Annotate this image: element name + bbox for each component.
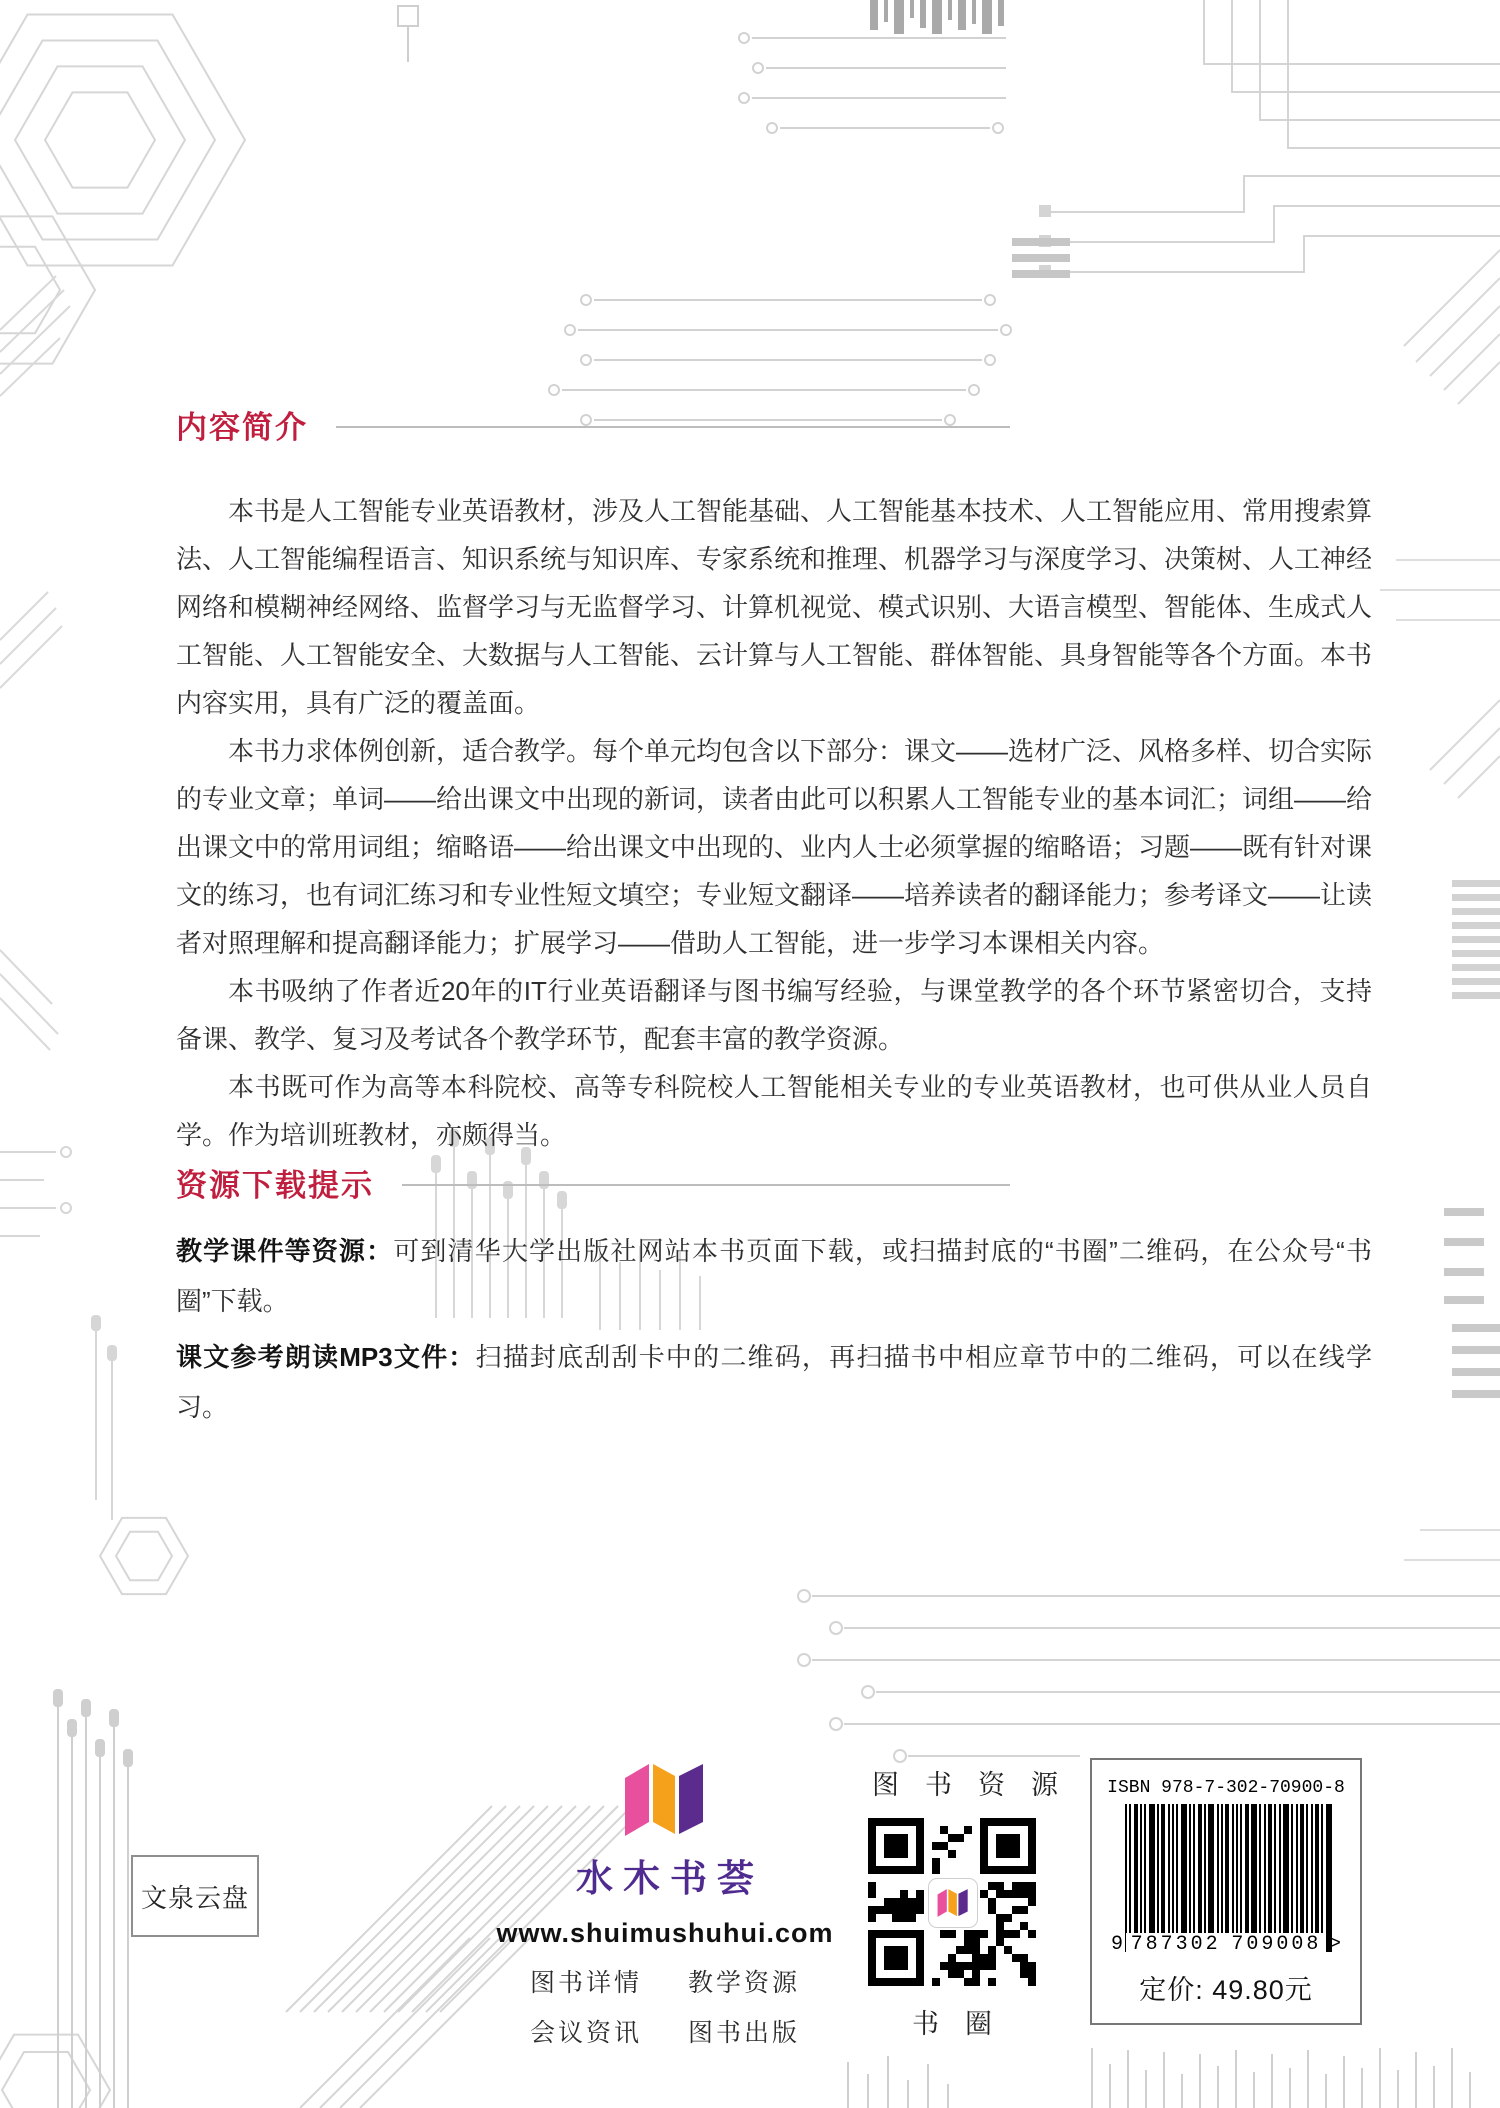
intro-paragraph-3: 本书吸纳了作者近20年的IT行业英语翻译与图书编写经验，与课堂教学的各个环节紧密切合，支持备课、教学、复习及考试各个教学环节，配套丰富的教学资源。	[176, 976, 1372, 1054]
qr-center-logo-icon	[928, 1878, 978, 1928]
qr-finder-icon	[868, 1930, 924, 1986]
qr-title: 图书资源	[872, 1770, 1084, 1800]
publisher-links-row	[470, 2013, 860, 2049]
section-heading-intro: 内容简介	[176, 410, 308, 445]
intro-body	[176, 487, 1372, 1159]
qr-code	[868, 1818, 1036, 1986]
publisher-name: 水木书荟	[576, 1859, 764, 1900]
barcode-price: 定价: 49.80元	[1139, 1975, 1313, 2005]
barcode-digit-group: 787302	[1126, 1933, 1226, 1956]
section-heading-download: 资源下载提示	[176, 1168, 374, 1203]
publisher-links-row	[470, 1963, 860, 1999]
publisher-link: 会议资讯	[529, 2019, 642, 2047]
intro-paragraph-2: 本书力求体例创新，适合教学。每个单元均包含以下部分：课文——选材广泛、风格多样、切合实际的专业文章；单词——给出课文中出现的新词，读者由此可以积累人工智能专业的基本词汇；词组——给出课文中的常用词组；缩略语——给出课文中出现的、业内人士必须掌握的缩略语；习题——既有针对课文的练习，也有词汇练习和专业性短文填空；专业短文翻译——培养读者的翻译能力；参考译文——让读者对照理解和提高翻译能力；扩展学习——借助人工智能，进一步学习本课相关内容。	[176, 736, 1373, 958]
barcode	[1111, 1804, 1341, 1956]
download-item-text: 可到清华大学出版社网站本书页面下载，或扫描封底的“书圈”二维码，在公众号“书圈”下载。	[176, 1236, 1372, 1316]
intro-paragraph-4: 本书既可作为高等本科院校、高等专科院校人工智能相关专业的专业英语教材，也可供从业人员自学。作为培训班教材，亦颇得当。	[176, 1072, 1372, 1150]
qr-finder-icon	[868, 1818, 924, 1874]
download-item-label: 教学课件等资源：	[176, 1236, 394, 1266]
publisher-link: 图书详情	[529, 1969, 642, 1997]
barcode-digit-group: >	[1328, 1933, 1341, 1956]
download-items	[176, 1226, 1372, 1438]
barcode-digit-group: 709008	[1226, 1933, 1326, 1956]
barcode-box	[1090, 1758, 1362, 2025]
heading-rule	[402, 1184, 1010, 1186]
cloud-box-label: 文泉云盘	[140, 1882, 249, 1913]
barcode-digit-group: 9	[1111, 1933, 1124, 1956]
publisher-link: 教学资源	[688, 1969, 801, 1997]
download-item-label: 课文参考朗读MP3文件：	[176, 1342, 476, 1372]
hexagon-pattern	[0, 15, 245, 364]
publisher-link: 图书出版	[688, 2019, 801, 2047]
download-heading-row	[176, 1160, 1010, 1205]
qr-caption: 书圈	[912, 2009, 1018, 2039]
book-logo-icon	[621, 1762, 709, 1838]
qr-block	[846, 1763, 1084, 2041]
publisher-block	[470, 1762, 860, 2049]
barcode-digits	[1111, 1933, 1341, 1956]
barcode-bars	[1125, 1804, 1329, 1952]
wenquan-cloud-box	[131, 1855, 259, 1937]
intro-paragraph-1: 本书是人工智能专业英语教材，涉及人工智能基础、人工智能基本技术、人工智能应用、常用搜索算法、人工智能编程语言、知识系统与知识库、专家系统和推理、机器学习与深度学习、决策树、人工神经网络和模糊神经网络、监督学习与无监督学习、计算机视觉、模式识别、大语言模型、智能体、生成式人工智能、人工智能安全、大数据与人工智能、云计算与人工智能、群体智能、具身智能等各个方面。本书内容实用，具有广泛的覆盖面。	[176, 496, 1373, 718]
download-item-text: 扫描封底刮刮卡中的二维码，再扫描书中相应章节中的二维码，可以在线学习。	[176, 1342, 1372, 1422]
qr-finder-icon	[980, 1818, 1036, 1874]
heading-rule	[336, 426, 1010, 428]
download-item	[176, 1332, 1372, 1432]
publisher-website: www.shuimushuhui.com	[496, 1918, 834, 1948]
intro-heading-row	[176, 402, 1010, 447]
tick-row	[870, 0, 1004, 34]
isbn-label: ISBN 978-7-302-70900-8	[1107, 1778, 1345, 1798]
download-item	[176, 1226, 1372, 1326]
